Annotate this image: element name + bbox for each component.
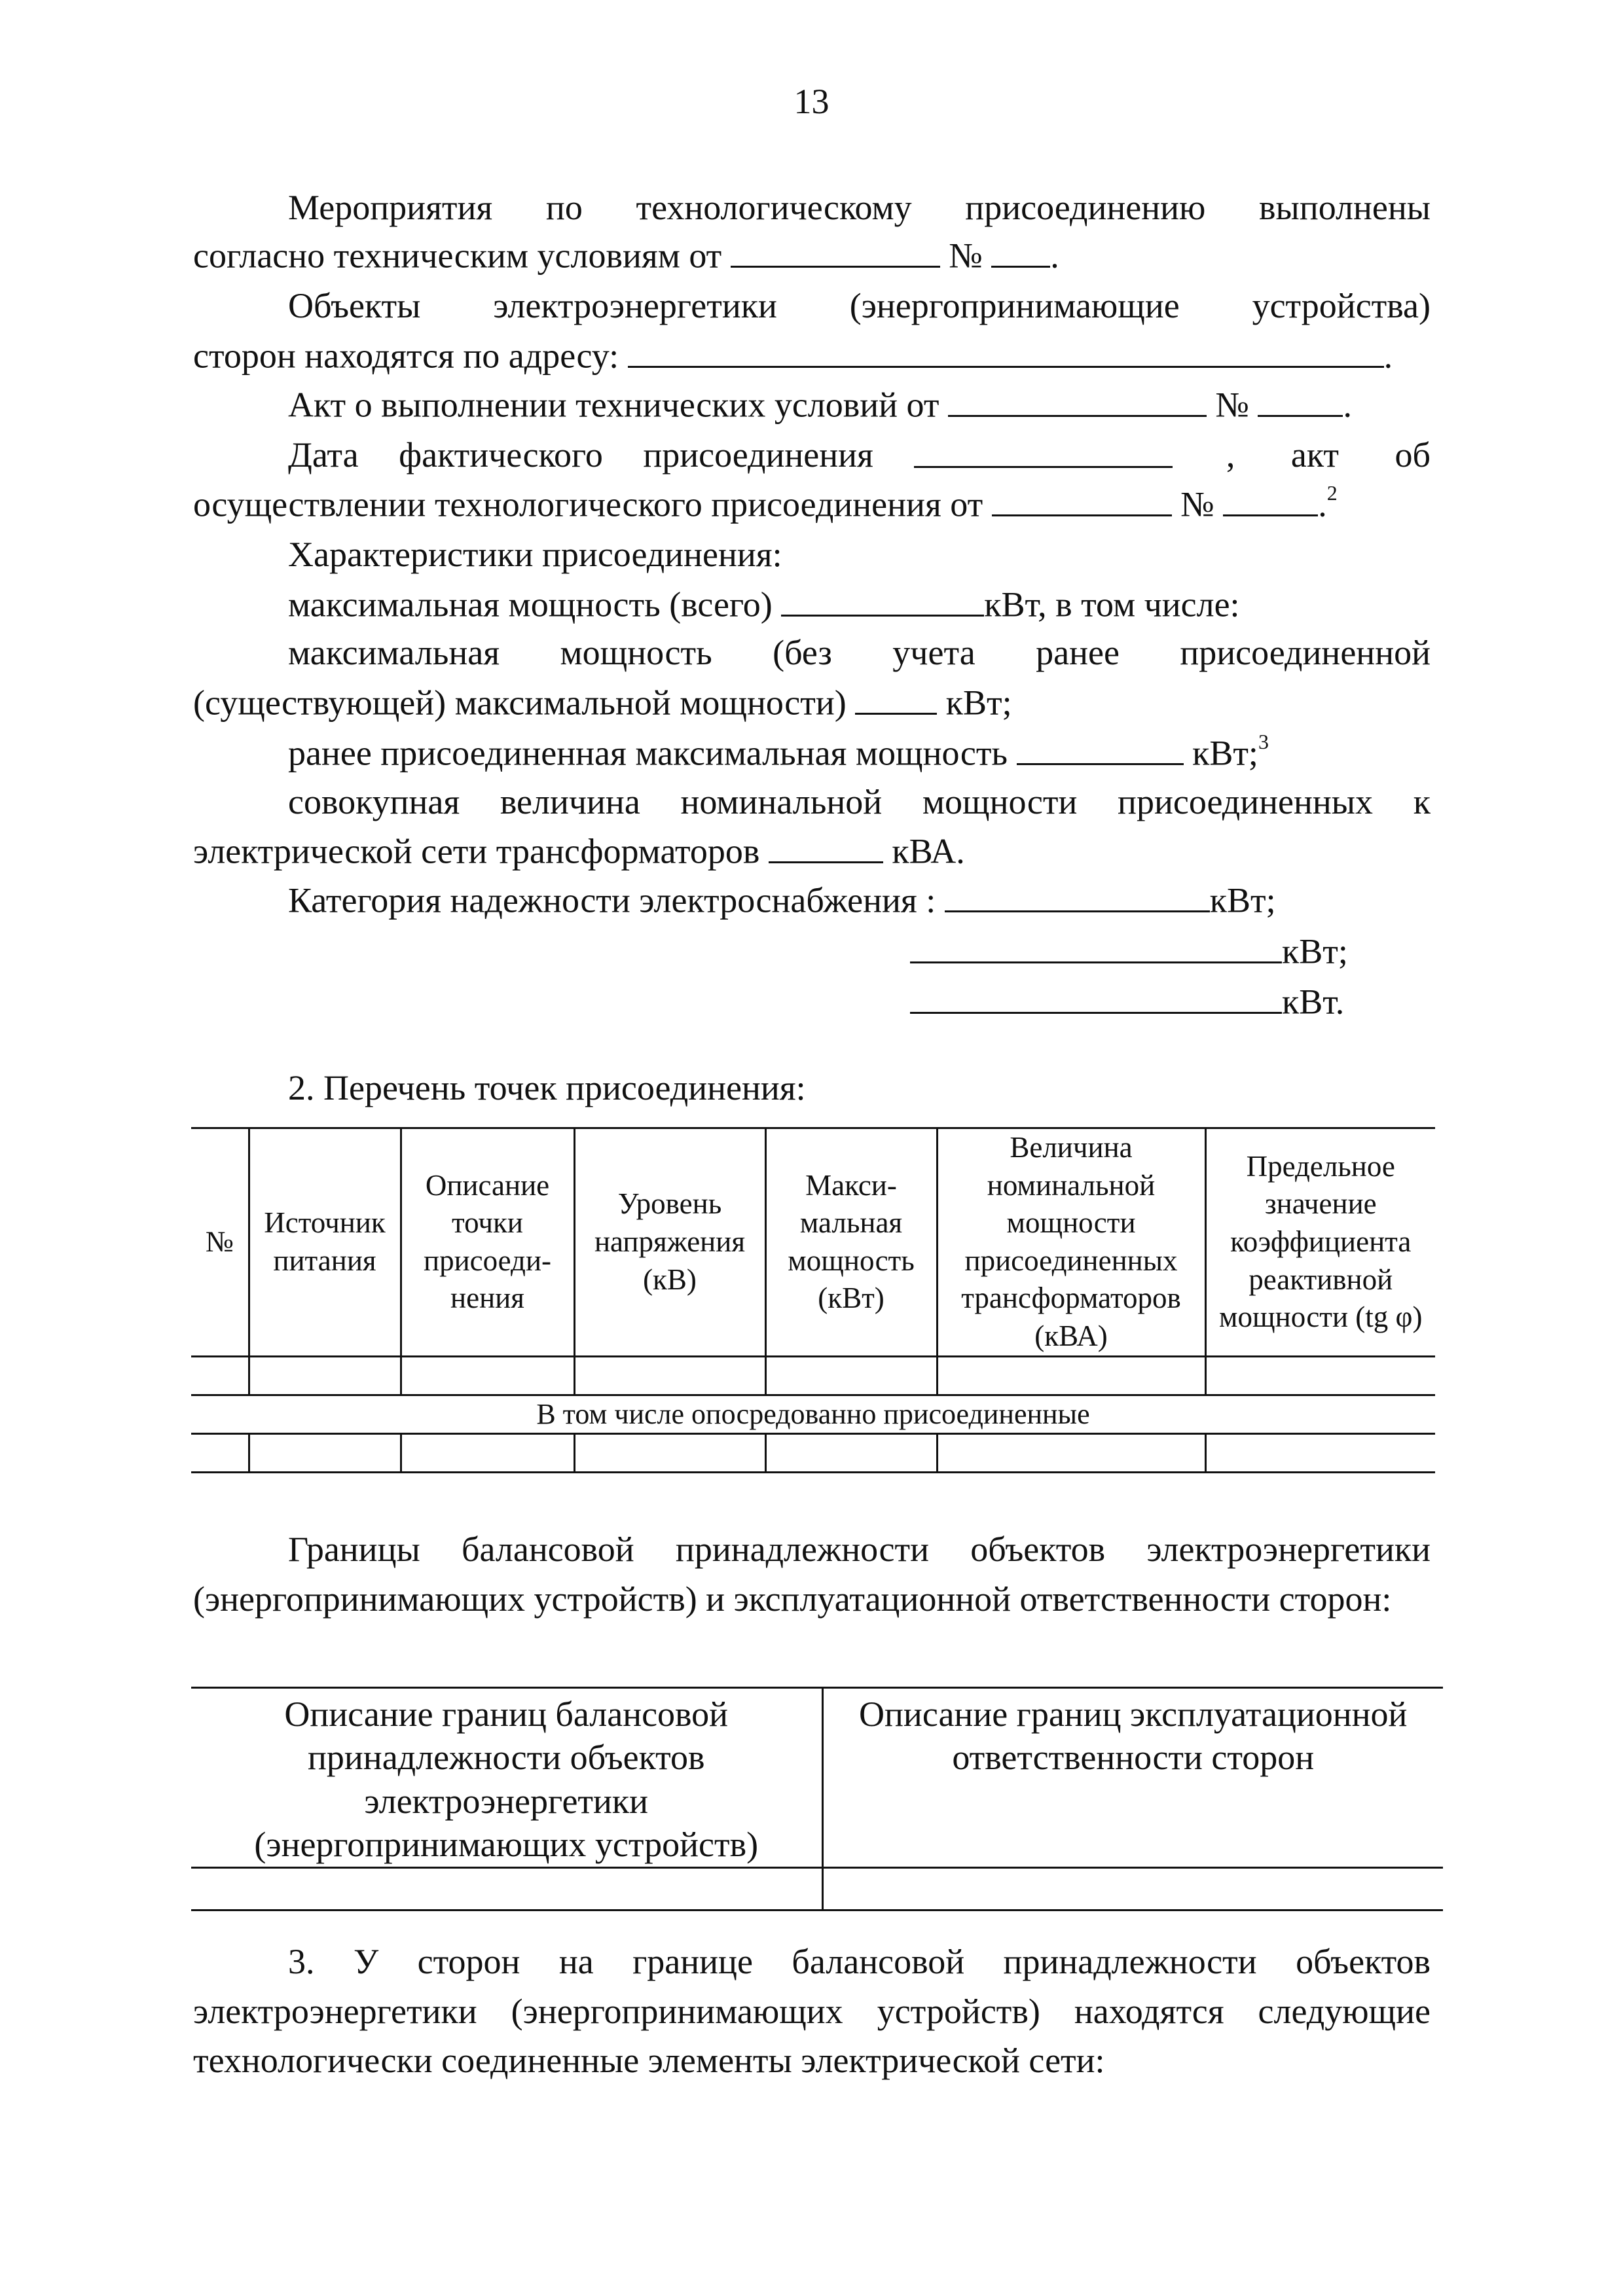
para2-line2: сторон находятся по адресу: . bbox=[193, 334, 1393, 377]
table-cell bbox=[765, 1356, 937, 1395]
number-sign: № bbox=[949, 236, 983, 276]
max-power-new-line2 bbox=[193, 681, 1012, 724]
reliability-line-3 bbox=[910, 980, 1344, 1023]
para1-line1: Мероприятия по технологическому присоединению выполнены bbox=[288, 188, 1431, 227]
table-row bbox=[191, 1433, 1435, 1472]
tech-conditions-date-blank bbox=[731, 234, 940, 268]
implementation-date-blank bbox=[992, 482, 1172, 516]
table-cell bbox=[191, 1867, 822, 1910]
transformers-label: электрической сети трансформаторов bbox=[193, 831, 760, 871]
table-cell bbox=[191, 1433, 249, 1472]
address-blank bbox=[628, 334, 1384, 368]
col-transformer-power: Величина номинальной мощности присоединенных трансформаторов (кВА) bbox=[937, 1128, 1205, 1357]
table-cell bbox=[574, 1356, 765, 1395]
section2-title: 2. Перечень точек присоединения: bbox=[288, 1068, 806, 1107]
max-power-total-blank bbox=[781, 583, 984, 617]
para4-line2: осуществлении технологического присоединения от № .$^2$ bbox=[193, 480, 1338, 524]
max-power-new-blank bbox=[855, 681, 937, 715]
footnote-2: 2 bbox=[1326, 480, 1338, 505]
max-power-new-label: (существующей) максимальной мощности) bbox=[193, 683, 847, 723]
connection-date-label: Дата фактического присоединения bbox=[288, 435, 873, 475]
table-row bbox=[191, 1356, 1435, 1395]
col-voltage-level: Уровень напряжения (кВ) bbox=[574, 1128, 765, 1357]
reliability-label: Категория надежности электроснабжения : bbox=[288, 880, 936, 920]
tech-conditions-label: согласно техническим условиям от bbox=[193, 236, 722, 276]
implementation-label: осуществлении технологического присоединения от bbox=[193, 484, 983, 524]
transformers-line2 bbox=[193, 829, 965, 872]
address-label: сторон находятся по адресу: bbox=[193, 336, 619, 376]
reliability-line-2 bbox=[910, 929, 1348, 973]
prev-power-blank bbox=[1017, 731, 1184, 765]
max-power-total-unit: кВт, в том числе: bbox=[984, 584, 1240, 624]
reliability-line bbox=[288, 878, 1276, 922]
col-number: № bbox=[191, 1128, 249, 1357]
table-cell bbox=[1205, 1433, 1435, 1472]
prev-power-line bbox=[288, 731, 1269, 774]
section3-paragraph: 3. У сторон на границе балансовой принадлежности объектов электроэнергетики (энергопринимающих устройств) находятся следующие технологически соединенные элементы электрической сети: bbox=[193, 1942, 1431, 2081]
col-max-power: Макси-мальная мощность (кВт) bbox=[765, 1128, 937, 1357]
col-point-description: Описание точки присоеди-нения bbox=[401, 1128, 574, 1357]
para3-line: Акт о выполнении технических условий от № . bbox=[288, 383, 1352, 426]
act-date-blank bbox=[948, 383, 1207, 417]
borders-table bbox=[191, 1687, 1443, 1911]
implementation-number-blank bbox=[1223, 482, 1318, 516]
max-power-new-line1: максимальная мощность (без учета ранее присоединенной bbox=[288, 633, 1431, 672]
reliability-unit-1: кВт; bbox=[1209, 880, 1276, 920]
table-cell bbox=[401, 1433, 574, 1472]
indirect-connection-row bbox=[191, 1395, 1435, 1433]
para4-line1 bbox=[288, 434, 1431, 476]
para1-line2: согласно техническим условиям от № . bbox=[193, 234, 1059, 277]
reliability-blank-1 bbox=[945, 878, 1210, 912]
table-cell bbox=[574, 1433, 765, 1472]
table-cell bbox=[191, 1356, 249, 1395]
page-number: 13 bbox=[793, 82, 830, 121]
act-label: Акт о выполнении технических условий от bbox=[288, 385, 939, 425]
table-cell bbox=[249, 1356, 401, 1395]
connection-points-table bbox=[191, 1127, 1435, 1473]
table-row bbox=[191, 1867, 1443, 1910]
para2-line1: Объекты электроэнергетики (энергопринимающие устройства) bbox=[288, 286, 1431, 325]
number-sign: № bbox=[1180, 484, 1214, 524]
act-about-label: , акт об bbox=[1226, 435, 1431, 475]
col-reactive-power-coefficient: Предельное значение коэффициента реактивной мощности (tg φ) bbox=[1205, 1128, 1435, 1357]
reliability-blank-3 bbox=[910, 980, 1282, 1014]
reliability-blank-2 bbox=[910, 929, 1282, 963]
table-cell bbox=[1205, 1356, 1435, 1395]
borders-paragraph: Границы балансовой принадлежности объектов электроэнергетики (энергопринимающих устройств) и эксплуатационной ответственности сторон: bbox=[193, 1530, 1431, 1619]
connection-date-blank bbox=[914, 434, 1173, 468]
col-power-source: Источник питания bbox=[249, 1128, 401, 1357]
act-number-blank bbox=[1258, 383, 1343, 417]
transformers-blank bbox=[769, 829, 883, 863]
table-cell bbox=[822, 1867, 1443, 1910]
prev-power-unit: кВт; bbox=[1192, 733, 1258, 773]
number-sign: № bbox=[1215, 385, 1249, 425]
tech-conditions-number-blank bbox=[991, 234, 1050, 268]
table-cell bbox=[937, 1433, 1205, 1472]
characteristics-title: Характеристики присоединения: bbox=[288, 535, 782, 574]
transformers-unit: кВА. bbox=[892, 831, 965, 871]
max-power-total-line bbox=[288, 583, 1240, 626]
max-power-new-unit: кВт; bbox=[945, 683, 1012, 723]
footnote-3: 3 bbox=[1258, 729, 1269, 753]
reliability-unit-2: кВт; bbox=[1282, 931, 1348, 971]
prev-power-label: ранее присоединенная максимальная мощность bbox=[288, 733, 1008, 773]
col-balance-borders: Описание границ балансовой принадлежности объектов электроэнергетики (энергопринимающих устройств) bbox=[191, 1688, 822, 1868]
indirect-connection-label: В том числе опосредованно присоединенные bbox=[191, 1395, 1435, 1433]
col-operational-borders: Описание границ эксплуатационной ответственности сторон bbox=[822, 1688, 1443, 1868]
transformers-line1: совокупная величина номинальной мощности присоединенных к bbox=[288, 782, 1431, 821]
table-cell bbox=[401, 1356, 574, 1395]
table-cell bbox=[249, 1433, 401, 1472]
max-power-total-label: максимальная мощность (всего) bbox=[288, 584, 773, 624]
table-cell bbox=[765, 1433, 937, 1472]
table-cell bbox=[937, 1356, 1205, 1395]
reliability-unit-3: кВт. bbox=[1282, 982, 1345, 1022]
